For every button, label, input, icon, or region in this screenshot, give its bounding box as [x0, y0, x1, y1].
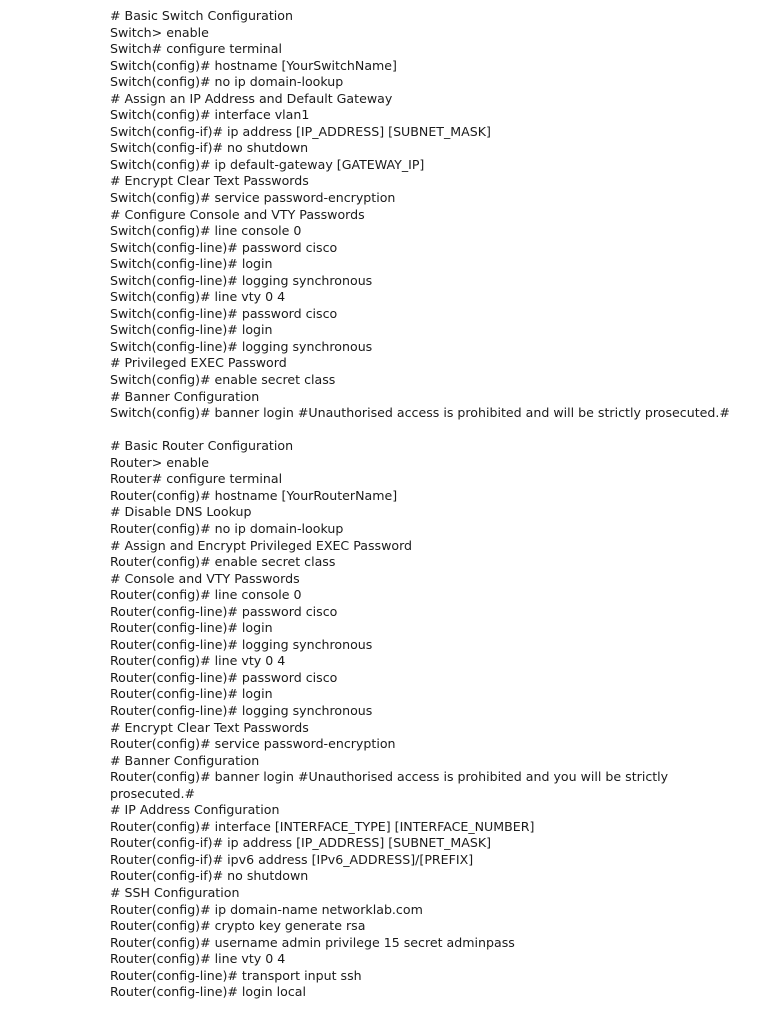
command-line: Router(config)# service password-encryption: [110, 736, 396, 752]
command-line: Switch(config)# enable secret class: [110, 372, 336, 388]
command-line: Router(config-line)# transport input ssh: [110, 967, 362, 983]
command-line: Switch(config-line)# password cisco: [110, 239, 338, 255]
comment-line: # Configure Console and VTY Passwords: [110, 206, 365, 222]
command-line: Switch(config)# ip default-gateway [GATEWAY_IP]: [110, 156, 425, 172]
command-line: Switch(config-line)# login: [110, 256, 273, 272]
comment-line: # Console and VTY Passwords: [110, 570, 300, 586]
command-line: Switch(config)# interface vlan1: [110, 107, 310, 123]
section-heading: # Basic Router Configuration: [110, 438, 294, 454]
comment-line: # SSH Configuration: [110, 884, 240, 900]
command-line: Switch(config-if)# ip address [IP_ADDRESS] [SUBNET_MASK]: [110, 123, 491, 139]
section-spacer: [110, 422, 730, 439]
command-line: Router(config-line)# login local: [110, 984, 306, 1000]
command-line: Switch# configure terminal: [110, 41, 282, 57]
command-line: Router(config-line)# password cisco: [110, 603, 338, 619]
command-line: Switch(config)# line console 0: [110, 223, 302, 239]
command-line: Router(config)# username admin privilege 15 secret adminpass: [110, 934, 515, 950]
command-line: Router(config)# line vty 0 4: [110, 653, 286, 669]
command-line: Switch(config)# hostname [YourSwitchName]: [110, 57, 397, 73]
command-line: Switch(config-line)# password cisco: [110, 305, 338, 321]
comment-line: # Assign an IP Address and Default Gateway: [110, 90, 393, 106]
command-line: Router(config-line)# login: [110, 620, 273, 636]
comment-line: # Encrypt Clear Text Passwords: [110, 719, 309, 735]
comment-line: # Disable DNS Lookup: [110, 504, 252, 520]
config-document: [110, 8, 730, 1001]
comment-line: # Assign and Encrypt Privileged EXEC Password: [110, 537, 413, 553]
command-line: Router(config)# line vty 0 4: [110, 951, 286, 967]
command-line: Router(config-line)# logging synchronous: [110, 702, 373, 718]
command-line: Router(config)# banner login #Unauthorised access is prohibited and you will be strictly: [110, 769, 669, 785]
command-line: Switch(config)# line vty 0 4: [110, 289, 286, 305]
comment-line: # Encrypt Clear Text Passwords: [110, 173, 309, 189]
command-line: Router(config)# no ip domain-lookup: [110, 520, 344, 536]
command-line: Switch(config)# no ip domain-lookup: [110, 74, 344, 90]
command-line: Router> enable: [110, 454, 209, 470]
command-line: Switch(config-line)# logging synchronous: [110, 272, 373, 288]
comment-line: # Banner Configuration: [110, 388, 260, 404]
command-line: Switch(config)# banner login #Unauthorised access is prohibited and will be strictly prosecuted.#: [110, 405, 730, 421]
command-line: Router(config-line)# login: [110, 686, 273, 702]
command-line: Router(config)# hostname [YourRouterName]: [110, 487, 398, 503]
command-line: Switch(config-line)# login: [110, 322, 273, 338]
command-line: Router(config)# enable secret class: [110, 554, 336, 570]
command-line: Router(config-if)# ipv6 address [IPv6_ADDRESS]/[PREFIX]: [110, 851, 474, 867]
command-line: prosecuted.#: [110, 785, 196, 801]
command-line: Router(config-line)# password cisco: [110, 669, 338, 685]
router-config-section: [110, 438, 730, 1001]
command-line: Router(config)# interface [INTERFACE_TYPE] [INTERFACE_NUMBER]: [110, 818, 535, 834]
command-line: Router(config)# ip domain-name networklab.com: [110, 901, 423, 917]
comment-line: # Privileged EXEC Password: [110, 355, 287, 371]
command-line: Router(config-if)# no shutdown: [110, 868, 309, 884]
command-line: Router(config)# line console 0: [110, 587, 302, 603]
command-line: Router# configure terminal: [110, 471, 283, 487]
command-line: Switch(config-line)# logging synchronous: [110, 338, 373, 354]
command-line: Router(config)# crypto key generate rsa: [110, 918, 366, 934]
command-line: Switch(config)# service password-encryption: [110, 190, 396, 206]
comment-line: # Banner Configuration: [110, 752, 260, 768]
comment-line: # IP Address Configuration: [110, 802, 280, 818]
command-line: Router(config-line)# logging synchronous: [110, 636, 373, 652]
command-line: Switch> enable: [110, 24, 209, 40]
switch-config-section: [110, 8, 730, 422]
command-line: Router(config-if)# ip address [IP_ADDRESS] [SUBNET_MASK]: [110, 835, 492, 851]
command-line: Switch(config-if)# no shutdown: [110, 140, 309, 156]
section-heading: # Basic Switch Configuration: [110, 8, 293, 23]
